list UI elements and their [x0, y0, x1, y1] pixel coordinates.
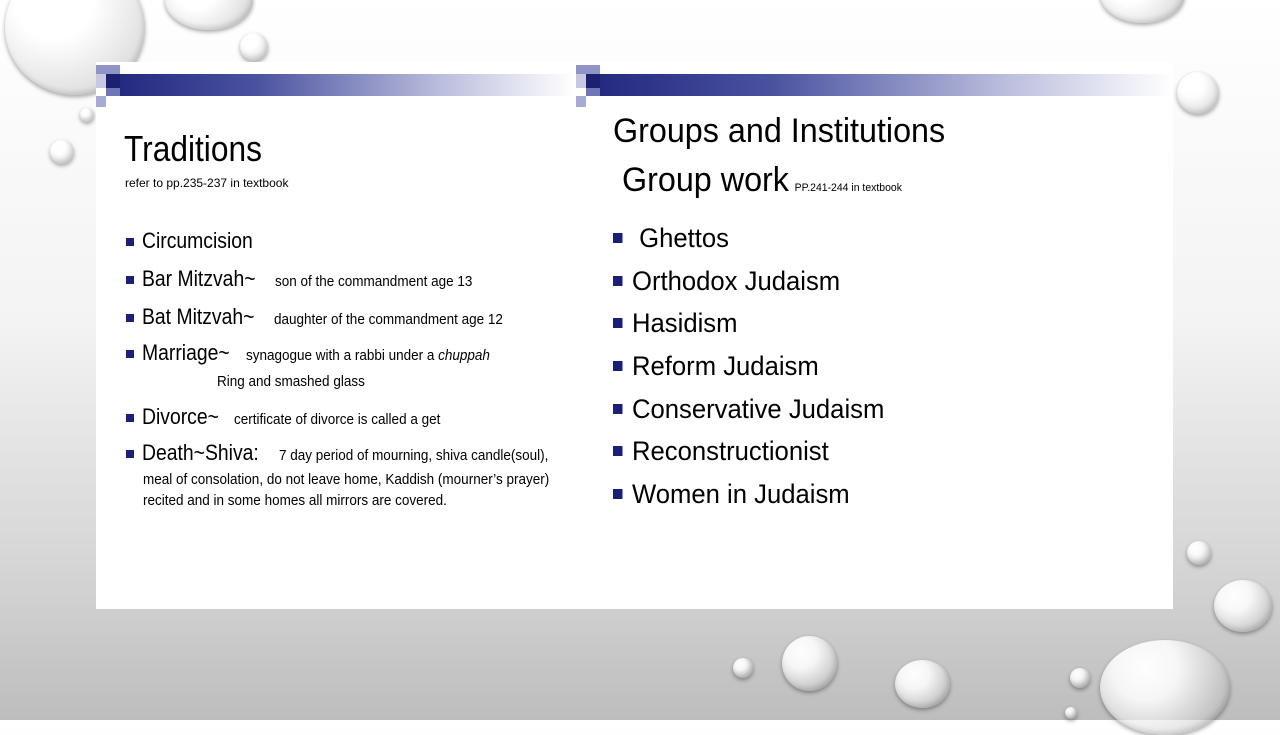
bullet-icon — [126, 238, 134, 246]
water-droplet-decoration — [1065, 707, 1077, 719]
header-bar-decoration — [96, 62, 574, 107]
list-item: Death~Shiva: 7 day period of mourning, shiva candle(soul), — [126, 440, 579, 466]
water-droplet-decoration — [895, 660, 950, 708]
list-item-continuation: recited and in some homes all mirrors are covered. — [143, 492, 447, 509]
water-droplet-decoration — [1070, 668, 1090, 688]
water-droplet-decoration — [1100, 0, 1185, 23]
header-bar-decoration — [576, 62, 1173, 107]
bullet-icon — [126, 276, 134, 284]
water-droplet-decoration — [782, 636, 837, 691]
groups-title: Groups and Institutions — [613, 112, 946, 150]
list-item: Bar Mitzvah~ son of the commandment age 13 — [126, 266, 495, 292]
bullet-icon — [126, 350, 134, 358]
list-item: Orthodox Judaism — [613, 266, 840, 297]
list-item: Conservative Judaism — [613, 394, 884, 425]
water-droplet-decoration — [240, 33, 268, 61]
bullet-icon — [126, 450, 134, 458]
list-item-continuation: meal of consolation, do not leave home, Kaddish (mourner’s prayer) — [143, 471, 550, 488]
water-droplet-decoration — [165, 0, 253, 30]
list-item-continuation: Ring and smashed glass — [217, 373, 365, 390]
water-droplet-decoration — [50, 140, 74, 164]
traditions-subtitle: refer to pp.235-237 in textbook — [125, 176, 289, 190]
water-droplet-decoration — [80, 108, 94, 122]
bullet-icon — [613, 233, 623, 243]
water-droplet-decoration — [1100, 640, 1230, 735]
traditions-title: Traditions — [124, 128, 262, 169]
water-droplet-decoration — [1177, 72, 1219, 114]
bullet-icon — [126, 314, 134, 322]
bullet-icon — [613, 276, 623, 286]
water-droplet-decoration — [733, 658, 753, 678]
traditions-panel — [96, 62, 574, 609]
water-droplet-decoration — [1187, 541, 1211, 565]
water-droplet-decoration — [1214, 580, 1272, 632]
bullet-icon — [613, 446, 623, 456]
group-work-subtitle: Group work PP.241-244 in textbook — [622, 161, 902, 199]
list-item: Bat Mitzvah~ daughter of the commandment age 12 — [126, 304, 529, 330]
bullet-icon — [613, 489, 623, 499]
list-item: Divorce~ certificate of divorce is called a get — [126, 404, 463, 430]
list-item: Hasidism — [613, 308, 737, 339]
bullet-icon — [613, 404, 623, 414]
groups-panel — [576, 62, 1173, 609]
list-item: Marriage~ synagogue with a rabbi under a chuppah — [126, 340, 517, 366]
list-item: Ghettos — [613, 223, 729, 254]
slide-content — [96, 62, 1173, 609]
list-item: Reconstructionist — [613, 436, 829, 467]
bullet-icon — [613, 361, 623, 371]
bullet-icon — [613, 318, 623, 328]
list-item: Circumcision — [126, 228, 268, 254]
list-item: Women in Judaism — [613, 479, 850, 510]
list-item: Reform Judaism — [613, 351, 819, 382]
bullet-icon — [126, 414, 134, 422]
